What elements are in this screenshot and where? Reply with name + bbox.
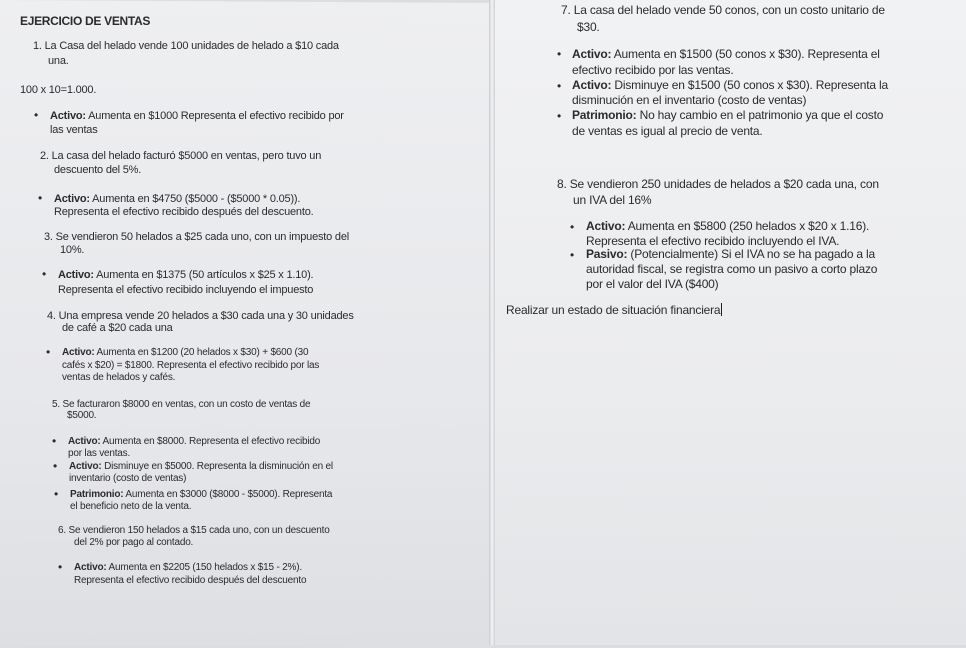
- bullet-icon: •: [54, 487, 59, 501]
- bullet-icon: •: [570, 248, 575, 262]
- bullet-icon: •: [58, 560, 63, 574]
- exercise-3-bullet-1-line-2: Representa el efectivo recibido incluyendo el impuesto: [58, 284, 314, 296]
- bullet-keyword: Activo:: [586, 219, 626, 233]
- exercise-1-bullet-1-line-1: Activo: Aumenta en $1000 Representa el efectivo recibido por: [50, 110, 344, 122]
- exercise-5-bullet-3-line-1: Patrimonio: Aumenta en $3000 ($8000 - $5000). Representa: [70, 489, 333, 500]
- exercise-2-bullet-1-line-1: Activo: Aumenta en $4750 ($5000 - ($5000 * 0.05)).: [54, 193, 301, 205]
- exercise-4-line-1: 4. Una empresa vende 20 helados a $30 cada una y 30 unidades: [47, 310, 354, 322]
- exercise-4-bullet-1-line-3: ventas de helados y cafés.: [62, 372, 176, 383]
- bullet-keyword: Activo:: [58, 269, 94, 281]
- page-divider: [489, 0, 495, 645]
- exercise-7-bullet-2-line-2: disminución en el inventario (costo de ventas): [572, 93, 807, 107]
- exercise-6-line-2: del 2% por pago al contado.: [74, 537, 194, 548]
- exercise-3-bullet-1-line-1: Activo: Aumenta en $1375 (50 artículos x $25 x 1.10).: [58, 269, 314, 281]
- exercise-5-bullet-1-line-1: Activo: Aumenta en $8000. Representa el efectivo recibido: [68, 436, 321, 447]
- bullet-keyword: Activo:: [74, 562, 107, 573]
- exercise-8-line-1: 8. Se vendieron 250 unidades de helados a $20 cada una, con: [557, 177, 879, 191]
- bullet-icon: •: [570, 220, 575, 234]
- exercise-5-bullet-3-line-2: el beneficio neto de la venta.: [70, 501, 192, 512]
- bullet-keyword: Activo:: [572, 47, 612, 61]
- closing-instruction: Realizar un estado de situación financiera: [506, 303, 721, 317]
- exercise-5-bullet-2-line-1: Activo: Disminuye en $5000. Representa la disminución en el: [69, 461, 333, 472]
- exercise-5-bullet-2-line-2: inventario (costo de ventas): [69, 473, 187, 484]
- bullet-icon: •: [46, 345, 51, 359]
- exercise-7-bullet-3-line-2: de ventas es igual al precio de venta.: [572, 124, 763, 138]
- bullet-keyword: Patrimonio:: [572, 108, 637, 122]
- bullet-keyword: Patrimonio:: [70, 489, 124, 500]
- exercise-8-bullet-1-line-1: Activo: Aumenta en $5800 (250 helados x $20 x 1.16).: [586, 219, 870, 233]
- exercise-1-bullet-1-line-2: las ventas: [50, 124, 98, 136]
- exercise-4-line-2: de café a $20 cada una: [62, 322, 173, 334]
- exercise-2-line-2: descuento del 5%.: [54, 164, 142, 176]
- exercise-2-line-1: 2. La casa del helado facturó $5000 en ventas, pero tuvo un: [40, 150, 322, 162]
- exercise-6-bullet-1-line-1: Activo: Aumenta en $2205 (150 helados x $15 - 2%).: [74, 562, 302, 573]
- bullet-keyword: Activo:: [572, 78, 612, 92]
- bullet-icon: •: [557, 109, 562, 123]
- exercise-8-bullet-2-line-1: Pasivo: (Potencialmente) Si el IVA no se ha pagado a la: [586, 247, 875, 261]
- bullet-keyword: Activo:: [69, 461, 102, 472]
- bullet-keyword: Activo:: [50, 110, 86, 122]
- bullet-icon: •: [52, 434, 57, 448]
- exercise-7-line-2: $30.: [577, 20, 600, 34]
- exercise-7-bullet-3-line-1: Patrimonio: No hay cambio en el patrimonio ya que el costo: [572, 108, 884, 122]
- exercise-8-bullet-2-line-2: autoridad fiscal, se registra como un pasivo a corto plazo: [586, 262, 878, 276]
- bullet-icon: •: [53, 459, 58, 473]
- exercise-6-line-1: 6. Se vendieron 150 helados a $15 cada uno, con un descuento: [58, 525, 330, 536]
- exercise-5-bullet-1-line-2: por las ventas.: [68, 448, 131, 459]
- exercise-5-line-1: 5. Se facturaron $8000 en ventas, con un costo de ventas de: [52, 399, 311, 410]
- bullet-icon: •: [42, 267, 47, 281]
- exercise-3-line-2: 10%.: [60, 244, 85, 256]
- exercise-7-bullet-2-line-1: Activo: Disminuye en $1500 (50 conos x $30). Representa la: [572, 78, 888, 92]
- exercise-4-bullet-1-line-2: cafés x $20) = $1800. Representa el efectivo recibido por las: [62, 360, 320, 371]
- bullet-keyword: Activo:: [54, 193, 90, 205]
- exercise-7-bullet-1-line-2: efectivo recibido por las ventas.: [572, 63, 734, 77]
- document-title: EJERCICIO DE VENTAS: [20, 14, 151, 28]
- bullet-icon: •: [34, 108, 39, 122]
- exercise-3-line-1: 3. Se vendieron 50 helados a $25 cada uno, con un impuesto del: [44, 231, 349, 243]
- exercise-7-bullet-1-line-1: Activo: Aumenta en $1500 (50 conos x $30). Representa el: [572, 47, 880, 61]
- bullet-icon: •: [38, 191, 43, 205]
- exercise-5-line-2: $5000.: [67, 410, 97, 421]
- bullet-keyword: Activo:: [62, 347, 95, 358]
- exercise-2-bullet-1-line-2: Representa el efectivo recibido después del descuento.: [54, 206, 314, 218]
- exercise-6-bullet-1-line-2: Representa el efectivo recibido después del descuento: [74, 575, 307, 586]
- exercise-8-bullet-2-line-3: por el valor del IVA ($400): [586, 277, 719, 291]
- exercise-4-bullet-1-line-1: Activo: Aumenta en $1200 (20 helados x $30) + $600 (30: [62, 347, 309, 358]
- bullet-keyword: Pasivo:: [586, 247, 628, 261]
- exercise-8-line-2: un IVA del 16%: [573, 193, 652, 207]
- bullet-icon: •: [557, 47, 562, 61]
- text-cursor: [721, 303, 722, 316]
- exercise-1-line-1: 1. La Casa del helado vende 100 unidades de helado a $10 cada: [33, 40, 339, 52]
- bullet-keyword: Activo:: [68, 436, 101, 447]
- exercise-1-calculation: 100 x 10=1.000.: [20, 84, 97, 96]
- closing-instruction-row[interactable]: [506, 303, 722, 317]
- bullet-icon: •: [557, 79, 562, 93]
- exercise-8-bullet-1-line-2: Representa el efectivo recibido incluyendo el IVA.: [586, 234, 840, 248]
- exercise-1-line-2: una.: [48, 55, 69, 67]
- exercise-7-line-1: 7. La casa del helado vende 50 conos, con un costo unitario de: [561, 3, 885, 17]
